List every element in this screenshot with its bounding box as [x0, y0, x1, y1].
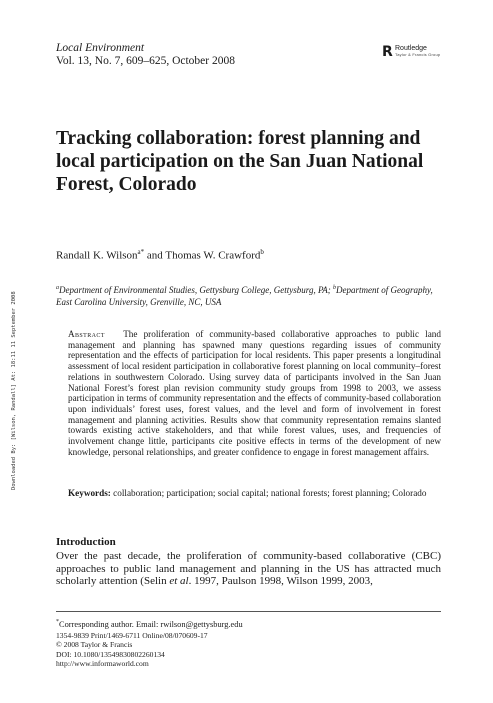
download-stamp-text: Downloaded By: [Wilson, Randall] At: 18:11 11 September 2008 — [11, 291, 17, 490]
corresponding-footnote — [56, 617, 243, 630]
author-list — [56, 246, 264, 263]
intro-etal: et al — [169, 575, 189, 588]
keywords-text: collaboration; participation; social capital; national forests; forest planning; Colorado — [113, 488, 427, 498]
affiliation-a: Department of Environmental Studies, Gettysburg College, Gettysburg, PA; — [59, 285, 334, 295]
doi-line: DOI: 10.1080/13549830802260134 — [56, 649, 165, 659]
section-heading: Introduction — [56, 536, 116, 548]
abstract — [68, 329, 441, 457]
journal-header — [56, 42, 235, 68]
routledge-logo — [382, 44, 452, 60]
abstract-label: Abstract — [68, 329, 105, 339]
affiliation-marker: b — [333, 285, 337, 291]
publisher-url[interactable]: http://www.informaworld.com — [56, 658, 149, 668]
issn-line: 1354-9839 Print/1469-6711 Online/08/070609-17 — [56, 631, 208, 640]
abstract-text: The proliferation of community-based collaborative approaches to public land management and planning has spawned many questions regarding issues of community representation and the effects of participation for local residents. This paper presents a longitudinal assessment of local resident participation in collaborative forest planning on local community–forest relations in southwestern Colorado. Using survey data of participants involved in the San Juan National Forest’s forest plan revision community study groups from 1998 to 2003, we assess participation in terms of community representation and the effects of community-based collaboration upon individuals’ forest uses, forest values, and the level and form of involvement in forest management and planning activities. Results show that community representation remains slanted towards existing active stakeholders, and that while forest values, uses, and frequencies of involvement change little, participants cite positive effects in terms of the development of new knowledge, personal relationships, and greater confidence to engage in forest management affairs. — [68, 329, 441, 457]
affiliation-marker: a — [56, 285, 59, 291]
publication-info — [56, 631, 208, 668]
author-superscript: a* — [137, 248, 145, 256]
article-title: Tracking collaboration: forest planning and local participation on the San Juan National Forest, Colorado — [56, 128, 424, 195]
journal-name: Local Environment — [56, 42, 145, 54]
affiliation-b: Department of Geography, East Carolina University, Grenville, NC, USA — [56, 285, 433, 307]
author-name: Thomas W. Crawford — [165, 249, 261, 262]
footnote-divider — [56, 611, 441, 612]
footnote-text: Corresponding author. Email: rwilson@gettysburg.edu — [59, 619, 243, 629]
download-stamp — [2, 240, 17, 490]
copyright-line: © 2008 Taylor & Francis — [56, 640, 133, 650]
intro-text: . 1997, Paulson 1998, Wilson 1999, 2003, — [188, 575, 373, 588]
affiliations — [56, 283, 441, 308]
footnote-marker: * — [56, 619, 59, 625]
intro-text: Over the past decade, the proliferation of community-based collaborative (CBC) approaches to public land management and planning in the US has attracted much scholarly attention (Selin — [56, 550, 441, 588]
publisher-name: Routledge — [395, 45, 427, 52]
intro-paragraph — [56, 550, 441, 588]
publisher-group: Taylor & Francis Group — [395, 52, 441, 57]
routledge-r-icon: R — [382, 44, 393, 60]
journal-citation: Vol. 13, No. 7, 609–625, October 2008 — [56, 55, 235, 67]
author-conjunction: and — [144, 249, 166, 262]
keywords-label: Keywords: — [68, 488, 111, 498]
author-name: Randall K. Wilson — [56, 249, 138, 262]
keywords — [68, 488, 441, 499]
author-superscript: b — [260, 248, 264, 256]
